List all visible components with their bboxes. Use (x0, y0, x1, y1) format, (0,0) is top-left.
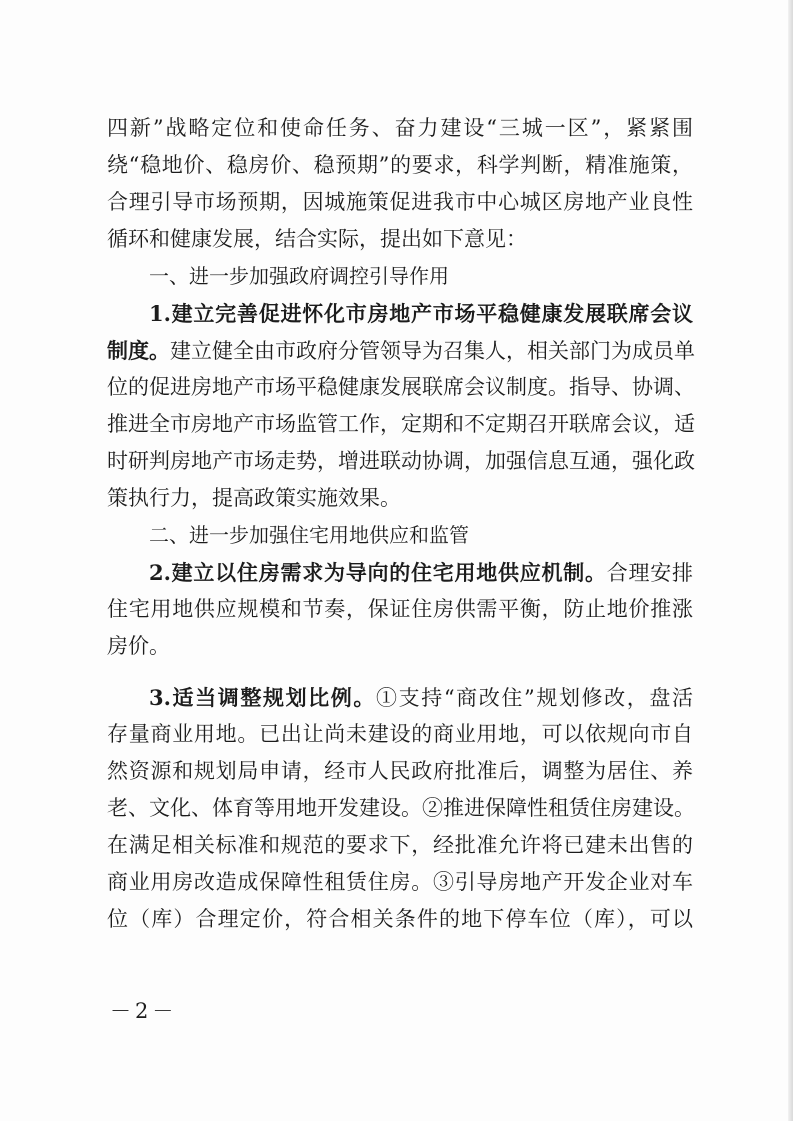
paragraph-line (107, 679, 693, 716)
paragraph-line: 房价。 (107, 634, 170, 658)
paragraph-line: 在满足相关标准和规范的要求下，经批准允许将已建未出售的 (107, 833, 693, 857)
paragraph-gap (107, 665, 693, 679)
page-edge-shadow (788, 0, 793, 1121)
item-2-title: 2.建立以住房需求为导向的住宅用地供应机制。 (149, 560, 607, 585)
item-2-text: 合理安排 (606, 561, 694, 585)
section-heading-2: 二、进一步加强住宅用地供应和监管 (149, 523, 469, 547)
paragraph-line (107, 554, 693, 591)
paragraph-line: 合理引导市场预期，因城施策促进我市中心城区房地产业良性 (107, 190, 693, 214)
paragraph-line: 策执行力，提高政策实施效果。 (107, 486, 401, 510)
paragraph-line: 住宅用地供应规模和节奏，保证住房供需平衡，防止地价推涨 (107, 597, 693, 621)
paragraph-line: 然资源和规划局申请，经市人民政府批准后，调整为居住、养 (107, 759, 693, 783)
body-text (107, 110, 693, 938)
paragraph-line: 循环和健康发展，结合实际，提出如下意见： (107, 227, 527, 251)
paragraph-line: 绕“稳地价、稳房价、稳预期”的要求，科学判断，精准施策， (107, 153, 693, 177)
paragraph-line: 老、文化、体育等用地开发建设。②推进保障性租赁住房建设。 (107, 796, 695, 820)
section-heading-1: 一、进一步加强政府调控引导作用 (149, 264, 449, 288)
item-1-title: 1.建立完善促进怀化市房地产市场平稳健康发展联席会议 (149, 301, 693, 326)
paragraph-line (107, 332, 693, 369)
paragraph-line: 商业用房改造成保障性租赁住房。③引导房地产开发企业对车 (107, 870, 693, 894)
paragraph-line: 存量商业用地。已出让尚未建设的商业用地，可以依规向市自 (107, 722, 693, 746)
paragraph-line: 推进全市房地产市场监管工作，定期和不定期召开联席会议，适 (107, 412, 695, 436)
item-1-text: 建立健全由市政府分管领导为召集人，相关部门为成员单 (170, 339, 695, 363)
item-1-title-end: 制度。 (107, 338, 170, 363)
paragraph-line: 四新”战略定位和使命任务、奋力建设“三城一区”，紧紧围 (107, 116, 693, 140)
page-number: －2－ (110, 999, 178, 1023)
paragraph-line: 位的促进房地产市场平稳健康发展联席会议制度。指导、协调、 (107, 375, 695, 399)
paragraph-line: 时研判房地产市场走势，增进联动协调，加强信息互通，强化政 (107, 449, 695, 473)
item-3-title: 3.适当调整规划比例。 (149, 685, 376, 710)
item-3-text: ①支持“商改住”规划修改，盘活 (376, 686, 693, 710)
paragraph-line: 位（库）合理定价，符合相关条件的地下停车位（库），可以 (107, 907, 693, 931)
